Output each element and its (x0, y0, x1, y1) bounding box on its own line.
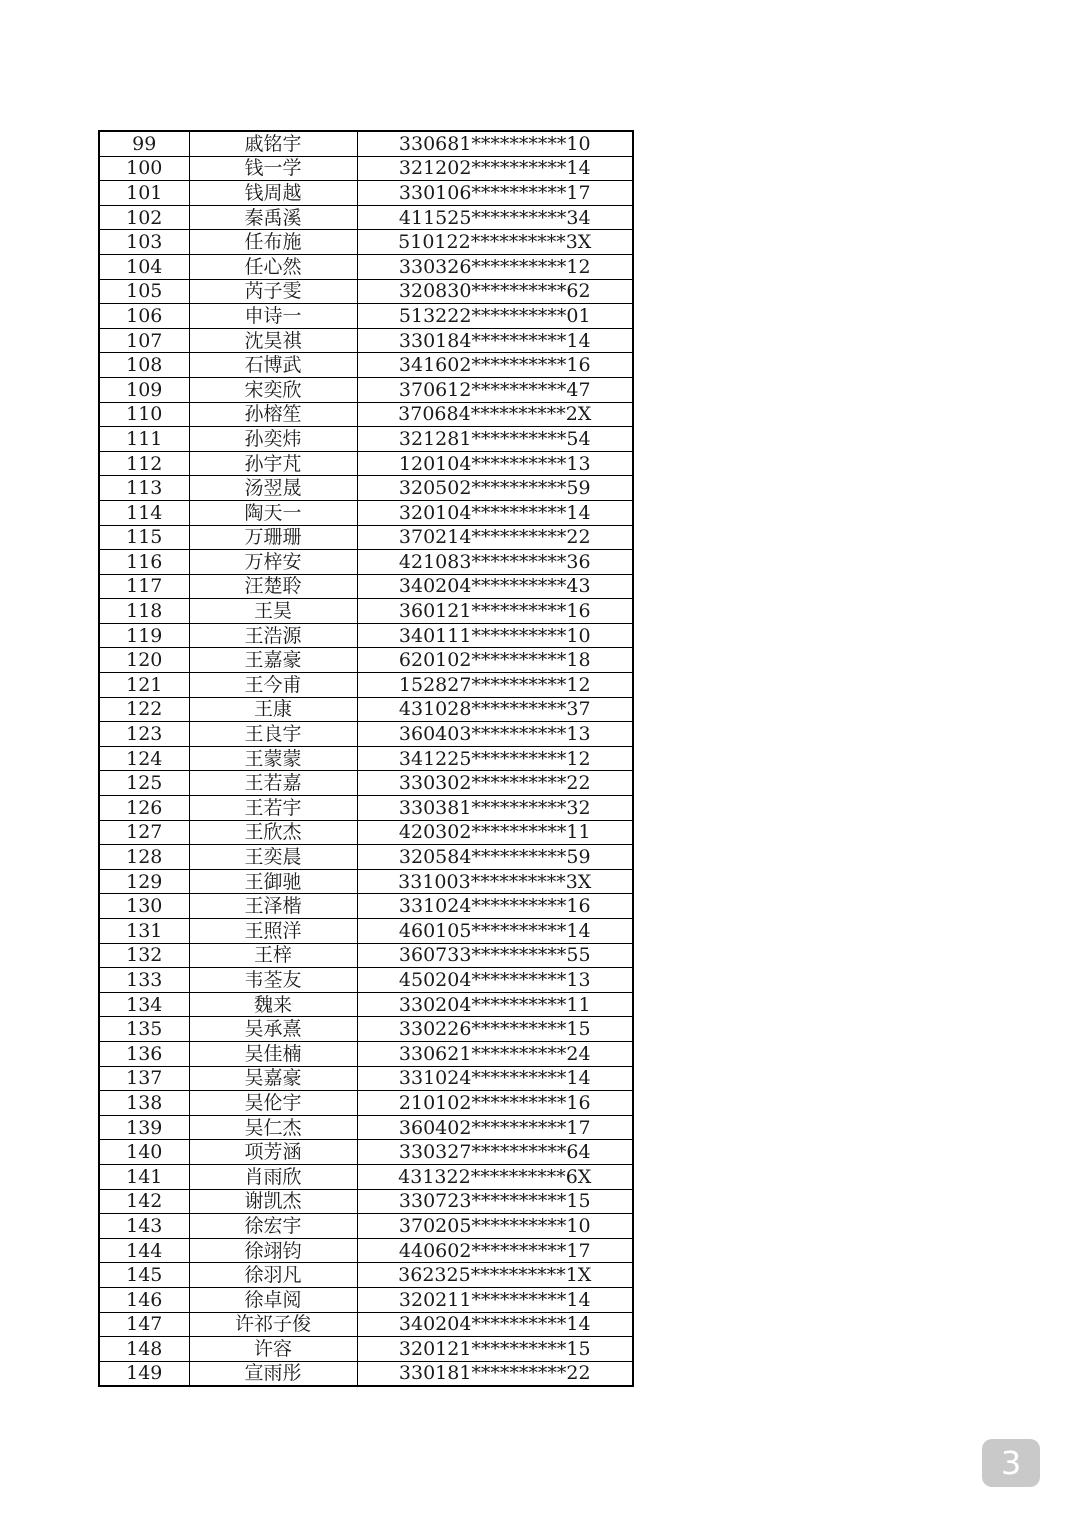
id-number-cell: 320104**********14 (357, 500, 633, 525)
table-row (99, 427, 633, 452)
id-number-cell: 421083**********36 (357, 550, 633, 575)
id-number-cell: 431028**********37 (357, 697, 633, 722)
table-row (99, 254, 633, 279)
table-row (99, 623, 633, 648)
table-row (99, 599, 633, 624)
name-cell: 秦禹溪 (189, 205, 357, 230)
table-row (99, 1164, 633, 1189)
name-cell: 钱周越 (189, 181, 357, 206)
row-number-cell: 104 (99, 254, 189, 279)
table-row (99, 1115, 633, 1140)
name-cell: 石博武 (189, 353, 357, 378)
table-row (99, 181, 633, 206)
name-cell: 芮子雯 (189, 279, 357, 304)
row-number-cell: 117 (99, 574, 189, 599)
row-number-cell: 145 (99, 1263, 189, 1288)
id-number-cell: 331024**********16 (357, 894, 633, 919)
name-cell: 王照洋 (189, 919, 357, 944)
table-row (99, 943, 633, 968)
id-number-cell: 370612**********47 (357, 377, 633, 402)
row-number-cell: 134 (99, 992, 189, 1017)
id-number-cell: 370205**********10 (357, 1214, 633, 1239)
name-cell: 孙榕笙 (189, 402, 357, 427)
table-row (99, 525, 633, 550)
id-number-cell: 360403**********13 (357, 722, 633, 747)
name-cell: 王梓 (189, 943, 357, 968)
table-row (99, 451, 633, 476)
id-number-cell: 320502**********59 (357, 476, 633, 501)
name-cell: 徐卓阅 (189, 1287, 357, 1312)
id-number-cell: 360733**********55 (357, 943, 633, 968)
name-cell: 肖雨欣 (189, 1164, 357, 1189)
name-cell: 王欣杰 (189, 820, 357, 845)
table-row (99, 1238, 633, 1263)
id-number-cell: 120104**********13 (357, 451, 633, 476)
row-number-cell: 135 (99, 1017, 189, 1042)
row-number-cell: 141 (99, 1164, 189, 1189)
row-number-cell: 132 (99, 943, 189, 968)
table-row (99, 377, 633, 402)
id-number-cell: 330681**********10 (357, 131, 633, 156)
table-row (99, 673, 633, 698)
row-number-cell: 126 (99, 796, 189, 821)
row-number-cell: 107 (99, 328, 189, 353)
name-cell: 申诗一 (189, 304, 357, 329)
id-number-cell: 320121**********15 (357, 1337, 633, 1362)
row-number-cell: 114 (99, 500, 189, 525)
name-cell: 王昊 (189, 599, 357, 624)
id-number-cell: 330326**********12 (357, 254, 633, 279)
name-cell: 徐翊钧 (189, 1238, 357, 1263)
table-row (99, 820, 633, 845)
name-cell: 吴仁杰 (189, 1115, 357, 1140)
id-number-cell: 620102**********18 (357, 648, 633, 673)
row-number-cell: 113 (99, 476, 189, 501)
name-cell: 韦荃友 (189, 968, 357, 993)
name-cell: 吴承熹 (189, 1017, 357, 1042)
name-cell: 王蒙蒙 (189, 746, 357, 771)
name-cell: 万梓安 (189, 550, 357, 575)
row-number-cell: 116 (99, 550, 189, 575)
table-row (99, 476, 633, 501)
name-cell: 许容 (189, 1337, 357, 1362)
id-number-cell: 330327**********64 (357, 1140, 633, 1165)
row-number-cell: 143 (99, 1214, 189, 1239)
row-number-cell: 123 (99, 722, 189, 747)
table-row (99, 648, 633, 673)
row-number-cell: 129 (99, 869, 189, 894)
row-number-cell: 115 (99, 525, 189, 550)
table-row (99, 574, 633, 599)
id-number-cell: 340204**********14 (357, 1312, 633, 1337)
row-number-cell: 128 (99, 845, 189, 870)
id-number-cell: 320830**********62 (357, 279, 633, 304)
row-number-cell: 131 (99, 919, 189, 944)
page-number-badge: 3 (982, 1439, 1040, 1487)
table-row (99, 205, 633, 230)
row-number-cell: 124 (99, 746, 189, 771)
table-row (99, 1287, 633, 1312)
table-row (99, 402, 633, 427)
name-cell: 宣雨彤 (189, 1361, 357, 1386)
name-cell: 汤翌晟 (189, 476, 357, 501)
name-cell: 孙宇芃 (189, 451, 357, 476)
name-cell: 王泽楷 (189, 894, 357, 919)
name-cell: 徐宏宇 (189, 1214, 357, 1239)
id-number-cell: 321281**********54 (357, 427, 633, 452)
roster-table (98, 130, 634, 1387)
row-number-cell: 133 (99, 968, 189, 993)
name-cell: 徐羽凡 (189, 1263, 357, 1288)
id-number-cell: 341225**********12 (357, 746, 633, 771)
id-number-cell: 331024**********14 (357, 1066, 633, 1091)
name-cell: 王御驰 (189, 869, 357, 894)
name-cell: 宋奕欣 (189, 377, 357, 402)
id-number-cell: 370684**********2X (357, 402, 633, 427)
name-cell: 沈昊祺 (189, 328, 357, 353)
row-number-cell: 139 (99, 1115, 189, 1140)
table-row (99, 1337, 633, 1362)
name-cell: 王若宇 (189, 796, 357, 821)
row-number-cell: 137 (99, 1066, 189, 1091)
id-number-cell: 360402**********17 (357, 1115, 633, 1140)
id-number-cell: 330621**********24 (357, 1041, 633, 1066)
table-row (99, 1066, 633, 1091)
name-cell: 戚铭宇 (189, 131, 357, 156)
table-row (99, 1312, 633, 1337)
name-cell: 钱一学 (189, 156, 357, 181)
name-cell: 项芳涵 (189, 1140, 357, 1165)
name-cell: 王今甫 (189, 673, 357, 698)
table-row (99, 156, 633, 181)
table-row (99, 869, 633, 894)
name-cell: 任心然 (189, 254, 357, 279)
row-number-cell: 144 (99, 1238, 189, 1263)
row-number-cell: 146 (99, 1287, 189, 1312)
name-cell: 吴佳楠 (189, 1041, 357, 1066)
row-number-cell: 119 (99, 623, 189, 648)
id-number-cell: 362325**********1X (357, 1263, 633, 1288)
id-number-cell: 360121**********16 (357, 599, 633, 624)
row-number-cell: 148 (99, 1337, 189, 1362)
table-row (99, 1361, 633, 1386)
id-number-cell: 330723**********15 (357, 1189, 633, 1214)
table-row (99, 968, 633, 993)
row-number-cell: 149 (99, 1361, 189, 1386)
table-row (99, 894, 633, 919)
table-row (99, 304, 633, 329)
table-row (99, 796, 633, 821)
table-row (99, 1214, 633, 1239)
name-cell: 吴伦宇 (189, 1091, 357, 1116)
id-number-cell: 330204**********11 (357, 992, 633, 1017)
table-row (99, 919, 633, 944)
row-number-cell: 127 (99, 820, 189, 845)
id-number-cell: 420302**********11 (357, 820, 633, 845)
table-row (99, 131, 633, 156)
row-number-cell: 130 (99, 894, 189, 919)
name-cell: 王良宇 (189, 722, 357, 747)
id-number-cell: 320584**********59 (357, 845, 633, 870)
row-number-cell: 120 (99, 648, 189, 673)
id-number-cell: 510122**********3X (357, 230, 633, 255)
id-number-cell: 341602**********16 (357, 353, 633, 378)
table-row (99, 279, 633, 304)
table-row (99, 1091, 633, 1116)
name-cell: 魏来 (189, 992, 357, 1017)
id-number-cell: 152827**********12 (357, 673, 633, 698)
id-number-cell: 330181**********22 (357, 1361, 633, 1386)
table-row (99, 1017, 633, 1042)
row-number-cell: 101 (99, 181, 189, 206)
id-number-cell: 460105**********14 (357, 919, 633, 944)
row-number-cell: 105 (99, 279, 189, 304)
table-row (99, 1189, 633, 1214)
id-number-cell: 450204**********13 (357, 968, 633, 993)
id-number-cell: 340204**********43 (357, 574, 633, 599)
id-number-cell: 411525**********34 (357, 205, 633, 230)
name-cell: 孙奕炜 (189, 427, 357, 452)
id-number-cell: 210102**********16 (357, 1091, 633, 1116)
row-number-cell: 136 (99, 1041, 189, 1066)
table-row (99, 1263, 633, 1288)
row-number-cell: 108 (99, 353, 189, 378)
table-row (99, 328, 633, 353)
table-row (99, 550, 633, 575)
id-number-cell: 340111**********10 (357, 623, 633, 648)
row-number-cell: 100 (99, 156, 189, 181)
name-cell: 许祁子俊 (189, 1312, 357, 1337)
name-cell: 陶天一 (189, 500, 357, 525)
id-number-cell: 330302**********22 (357, 771, 633, 796)
table-row (99, 1041, 633, 1066)
table-row (99, 771, 633, 796)
id-number-cell: 431322**********6X (357, 1164, 633, 1189)
row-number-cell: 122 (99, 697, 189, 722)
row-number-cell: 111 (99, 427, 189, 452)
name-cell: 万珊珊 (189, 525, 357, 550)
name-cell: 汪楚聆 (189, 574, 357, 599)
name-cell: 王若嘉 (189, 771, 357, 796)
row-number-cell: 112 (99, 451, 189, 476)
id-number-cell: 331003**********3X (357, 869, 633, 894)
id-number-cell: 330184**********14 (357, 328, 633, 353)
name-cell: 吴嘉豪 (189, 1066, 357, 1091)
row-number-cell: 103 (99, 230, 189, 255)
row-number-cell: 142 (99, 1189, 189, 1214)
table-row (99, 722, 633, 747)
table-row (99, 500, 633, 525)
name-cell: 谢凯杰 (189, 1189, 357, 1214)
name-cell: 任布施 (189, 230, 357, 255)
id-number-cell: 330226**********15 (357, 1017, 633, 1042)
row-number-cell: 99 (99, 131, 189, 156)
table-row (99, 1140, 633, 1165)
row-number-cell: 110 (99, 402, 189, 427)
row-number-cell: 121 (99, 673, 189, 698)
table-row (99, 230, 633, 255)
table-row (99, 845, 633, 870)
row-number-cell: 118 (99, 599, 189, 624)
row-number-cell: 102 (99, 205, 189, 230)
roster-table-container (98, 130, 632, 1387)
id-number-cell: 513222**********01 (357, 304, 633, 329)
row-number-cell: 125 (99, 771, 189, 796)
table-row (99, 697, 633, 722)
id-number-cell: 321202**********14 (357, 156, 633, 181)
id-number-cell: 440602**********17 (357, 1238, 633, 1263)
name-cell: 王康 (189, 697, 357, 722)
roster-table-body (99, 131, 633, 1386)
name-cell: 王嘉豪 (189, 648, 357, 673)
row-number-cell: 109 (99, 377, 189, 402)
row-number-cell: 147 (99, 1312, 189, 1337)
id-number-cell: 330381**********32 (357, 796, 633, 821)
name-cell: 王浩源 (189, 623, 357, 648)
row-number-cell: 140 (99, 1140, 189, 1165)
id-number-cell: 370214**********22 (357, 525, 633, 550)
row-number-cell: 138 (99, 1091, 189, 1116)
id-number-cell: 330106**********17 (357, 181, 633, 206)
table-row (99, 353, 633, 378)
table-row (99, 992, 633, 1017)
row-number-cell: 106 (99, 304, 189, 329)
id-number-cell: 320211**********14 (357, 1287, 633, 1312)
table-row (99, 746, 633, 771)
name-cell: 王奕晨 (189, 845, 357, 870)
